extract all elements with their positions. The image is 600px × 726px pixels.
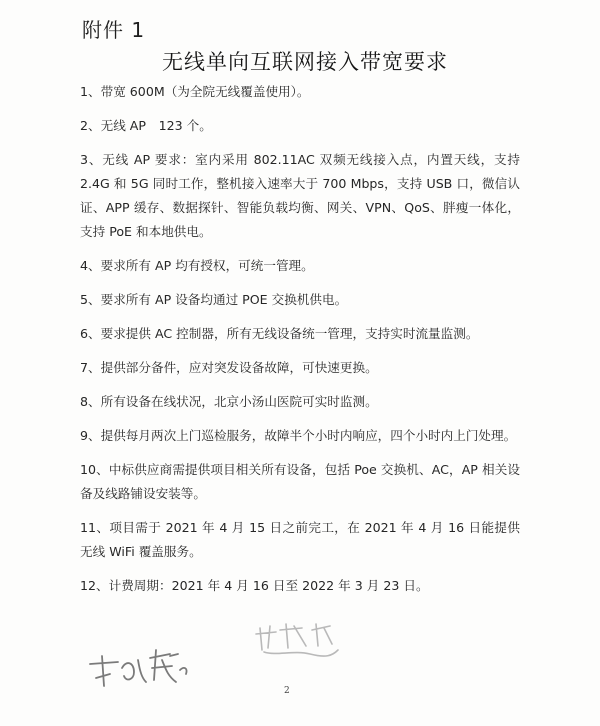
requirement-item: 8、所有设备在线状况，北京小汤山医院可实时监测。 (80, 394, 378, 409)
requirement-item: 6、要求提供 AC 控制器，所有无线设备统一管理，支持实时流量监测。 (80, 326, 479, 341)
attachment-label: 附件 1 (82, 18, 146, 42)
requirement-item: 1、带宽 600M（为全院无线覆盖使用）。 (80, 84, 310, 99)
requirement-item: 9、提供每月两次上门巡检服务，故障半个小时内响应，四个小时内上门处理。 (80, 428, 517, 443)
requirement-item: 11、项目需于 2021 年 4 月 15 日之前完工，在 2021 年 4 月 16 日能提供无线 WiFi 覆盖服务。 (80, 520, 520, 559)
requirement-item: 7、提供部分备件，应对突发设备故障，可快速更换。 (80, 360, 378, 375)
requirement-item: 3、无线 AP 要求：室内采用 802.11AC 双频无线接入点，内置天线，支持 2.4G 和 5G 同时工作，整机接入速率大于 700 Mbps，支持 USB 口，微信认证、APP 缓存、数据探针、智能负载均衡、网关、VPN、QoS、胖瘦一体化，支持 PoE 和本地供电。 (80, 152, 520, 239)
requirement-item: 12、计费周期：2021 年 4 月 16 日至 2022 年 3 月 23 日。 (80, 578, 429, 593)
page-number: 2 (284, 686, 290, 696)
requirements-list (80, 80, 520, 608)
requirement-item: 4、要求所有 AP 均有授权，可统一管理。 (80, 258, 314, 273)
requirement-item: 10、中标供应商需提供项目相关所有设备，包括 Poe 交换机、AC，AP 相关设备及线路铺设安装等。 (80, 462, 520, 501)
document-title: 无线单向互联网接入带宽要求 (162, 50, 448, 74)
handwritten-signature (80, 620, 440, 700)
requirement-item: 2、无线 AP 123 个。 (80, 118, 212, 133)
requirement-item: 5、要求所有 AP 设备均通过 POE 交换机供电。 (80, 292, 348, 307)
